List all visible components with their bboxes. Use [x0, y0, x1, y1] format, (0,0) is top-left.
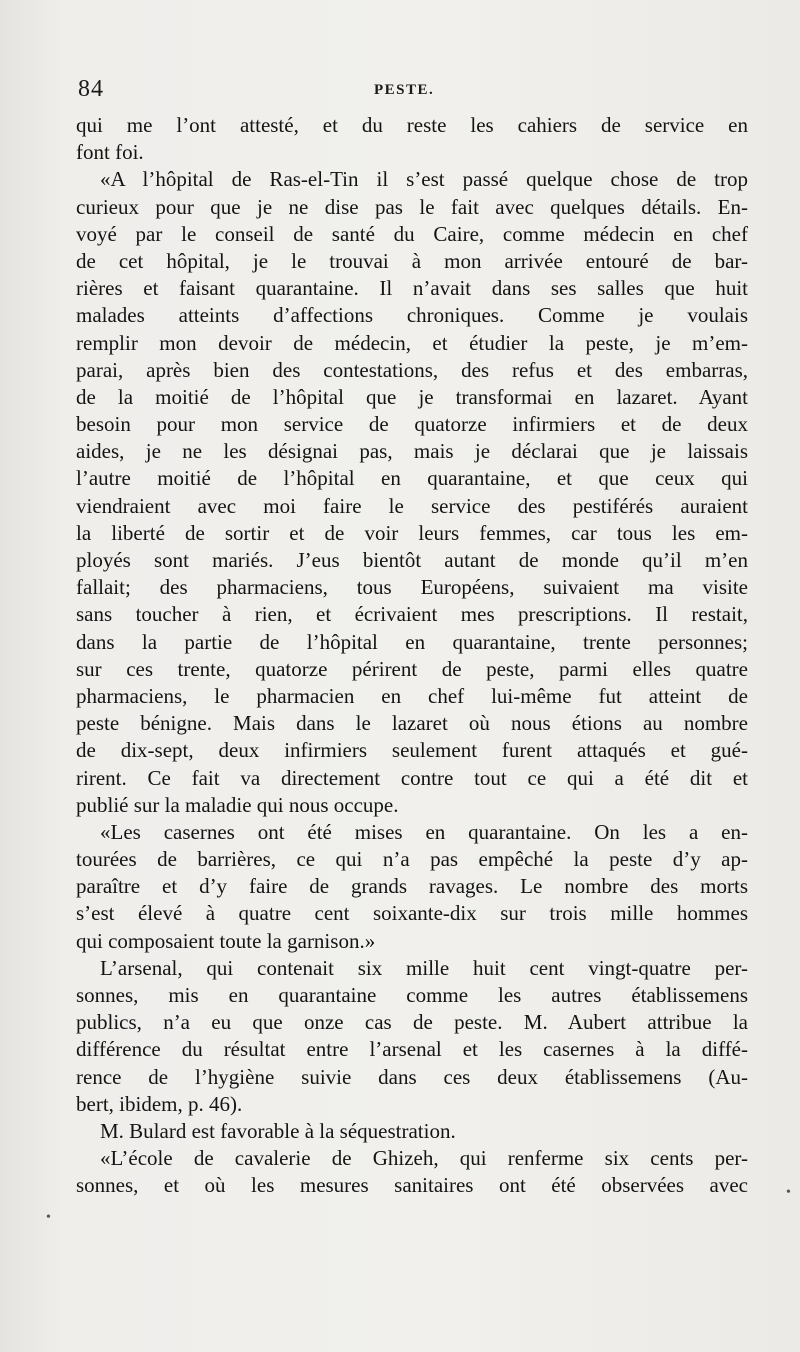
text-line: voyé par le conseil de santé du Caire, comme médecin en chef	[76, 221, 748, 246]
body-text	[76, 112, 748, 1200]
text-line: qui composaient toute la garnison.»	[76, 928, 376, 953]
text-line: sonnes, mis en quarantaine comme les autres établissemens	[76, 983, 748, 1007]
text-line: bert, ibidem, p. 46).	[76, 1091, 243, 1116]
text-line: parai, après bien des contestations, des refus et des embarras,	[76, 357, 748, 382]
text-line: sonnes, et où les mesures sanitaires ont été observées avec	[76, 1173, 748, 1198]
text-line: «Les casernes ont été mises en quarantaine. On les a en-	[100, 819, 748, 844]
text-line: qui me l’ont attesté, et du reste les cahiers de service en	[76, 113, 748, 137]
text-line: sur ces trente, quatorze périrent de peste, parmi elles quatre	[76, 656, 748, 681]
text-line: «L’école de cavalerie de Ghizeh, qui renferme six cents per-	[100, 1146, 748, 1171]
text-line: rirent. Ce fait va directement contre tout ce qui a été dit et	[76, 765, 748, 790]
text-line: publics, n’a eu que onze cas de peste. M. Aubert attribue la	[76, 1010, 748, 1035]
text-line: s’est élevé à quatre cent soixante-dix sur trois mille hommes	[76, 901, 748, 926]
text-line: peste bénigne. Mais dans le lazaret où nous étions au nombre	[76, 711, 748, 736]
text-line: curieux pour que je ne dise pas le fait avec quelques détails. En-	[76, 194, 748, 219]
text-line: malades atteints d’affections chroniques. Comme je voulais	[76, 303, 748, 328]
running-title: PESTE.	[374, 82, 435, 98]
text-line: besoin pour mon service de quatorze infirmiers et de deux	[76, 412, 748, 437]
text-line: de la moitié de l’hôpital que je transformai en lazaret. Ayant	[76, 384, 748, 409]
text-line: sans toucher à rien, et écrivaient mes prescriptions. Il restait,	[76, 602, 748, 627]
text-line: tourées de barrières, ce qui n’a pas empêché la peste d’y ap-	[76, 847, 748, 872]
text-line: la liberté de sortir et de voir leurs femmes, car tous les em-	[76, 520, 748, 545]
text-line: dans la partie de l’hôpital en quarantaine, trente personnes;	[76, 629, 748, 654]
text-line: viendraient avec moi faire le service des pestiférés auraient	[76, 493, 748, 518]
text-line: rières et faisant quarantaine. Il n’avait dans ses salles que huit	[76, 276, 748, 301]
text-line: de dix-sept, deux infirmiers seulement furent attaqués et gué-	[76, 738, 748, 763]
text-line: remplir mon devoir de médecin, et étudier la peste, je m’em-	[76, 330, 748, 355]
text-line: différence du résultat entre l’arsenal et les casernes à la diffé-	[76, 1037, 748, 1062]
text-line: aides, je ne les désignai pas, mais je déclarai que je laissais	[76, 439, 748, 464]
text-line: fallait; des pharmaciens, tous Européens, suivaient ma visite	[76, 575, 748, 600]
page-header	[78, 76, 750, 108]
text-line: pharmaciens, le pharmacien en chef lui-même fut atteint de	[76, 683, 748, 708]
text-line: font foi.	[76, 140, 144, 165]
text-line: paraître et d’y faire de grands ravages. Le nombre des morts	[76, 874, 748, 899]
text-line: l’autre moitié de l’hôpital en quarantaine, et que ceux qui	[76, 466, 748, 491]
text-line: publié sur la maladie qui nous occupe.	[76, 792, 399, 817]
text-line: L’arsenal, qui contenait six mille huit cent vingt-quatre per-	[100, 955, 748, 980]
text-line: ployés sont mariés. J’eus bientôt autant de monde qu’il m’en	[76, 548, 748, 572]
margin-dot: •	[46, 1210, 51, 1225]
text-line: «A l’hôpital de Ras-el-Tin il s’est passé quelque chose de trop	[100, 167, 748, 192]
page-number: 84	[78, 76, 104, 102]
text-line: rence de l’hygiène suivie dans ces deux établissemens (Au-	[76, 1064, 748, 1089]
text-line: M. Bulard est favorable à la séquestration.	[100, 1118, 456, 1143]
margin-dot: •	[786, 1185, 791, 1200]
text-line: de cet hôpital, je le trouvai à mon arrivée entouré de bar-	[76, 248, 748, 273]
